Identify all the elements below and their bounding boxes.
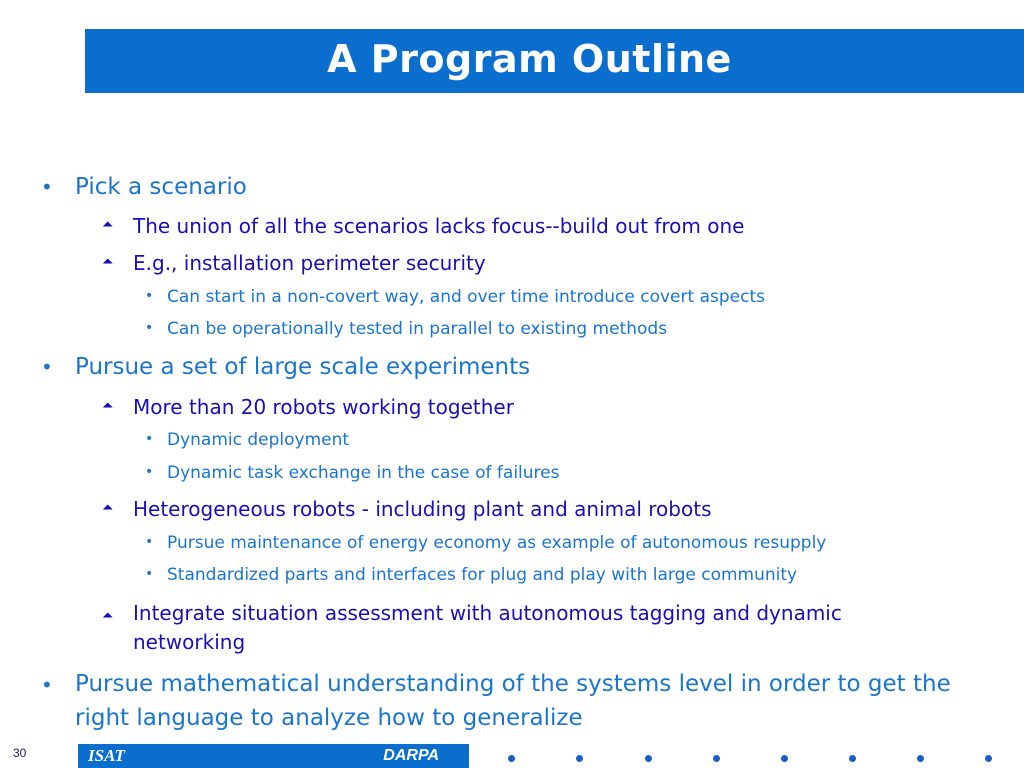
bullet-text: Can be operationally tested in parallel to existing methods [167,319,668,339]
bullet-level2 [102,599,953,657]
bullet-level2 [102,214,745,238]
bullet-level3 [145,463,560,483]
bullet-level3 [145,533,827,553]
bullet-text: Dynamic task exchange in the case of failures [167,463,560,483]
bullet-level2 [102,395,514,419]
bullet-marker: • [145,288,154,304]
bullet-text: More than 20 robots working together [133,395,514,419]
bullet-text: The union of all the scenarios lacks focus--build out from one [133,214,745,238]
bullet-marker: • [145,431,154,447]
bullet-text: E.g., installation perimeter security [133,251,486,275]
bullet-text: Pursue a set of large scale experiments [75,354,531,380]
slide-title: A Program Outline [327,37,732,81]
bullet-level3 [145,430,350,450]
bullet-marker: • [41,673,53,697]
bullet-text: Pursue mathematical understanding of the systems level in order to get the right language to analyze how to generalize [75,671,951,731]
bullet-marker: • [145,320,154,336]
bullet-marker: ⏶ [102,254,114,270]
bullet-marker: • [41,355,53,379]
footer-dot [508,755,515,762]
bullet-marker: • [145,566,154,582]
bullet-level2 [102,251,486,275]
bullet-marker: ⏶ [102,398,114,414]
bullet-marker: ⏶ [102,608,114,624]
bullet-level1 [41,667,965,735]
bullet-level2 [102,497,712,521]
footer-banner [78,744,469,768]
bullet-text: Can start in a non-covert way, and over time introduce covert aspects [167,287,765,307]
footer-dot [781,755,788,762]
bullet-level3 [145,319,668,339]
footer-dot [849,755,856,762]
bullet-level1 [41,354,531,380]
bullet-marker: ⏶ [102,500,114,516]
bullet-level1 [41,174,247,200]
page-number: 30 [13,746,27,760]
bullet-text: Dynamic deployment [167,430,350,450]
bullet-marker: • [41,175,53,199]
bullet-text: Pick a scenario [75,174,247,200]
bullet-marker: ⏶ [102,217,114,233]
bullet-level3 [145,565,798,585]
bullet-marker: • [145,534,154,550]
bullet-text: Integrate situation assessment with autonomous tagging and dynamic networking [133,601,842,654]
bullet-marker: • [145,464,154,480]
footer-dot [645,755,652,762]
footer-dot [917,755,924,762]
bullet-level3 [145,287,765,307]
footer-dot [985,755,992,762]
footer-dot [713,755,720,762]
bullet-text: Pursue maintenance of energy economy as example of autonomous resupply [167,533,827,553]
footer-isat-label: ISAT [88,746,125,765]
footer-darpa-label: DARPA [383,747,439,764]
footer-dot [576,755,583,762]
bullet-text: Standardized parts and interfaces for plug and play with large community [167,565,798,585]
bullet-text: Heterogeneous robots - including plant and animal robots [133,497,712,521]
